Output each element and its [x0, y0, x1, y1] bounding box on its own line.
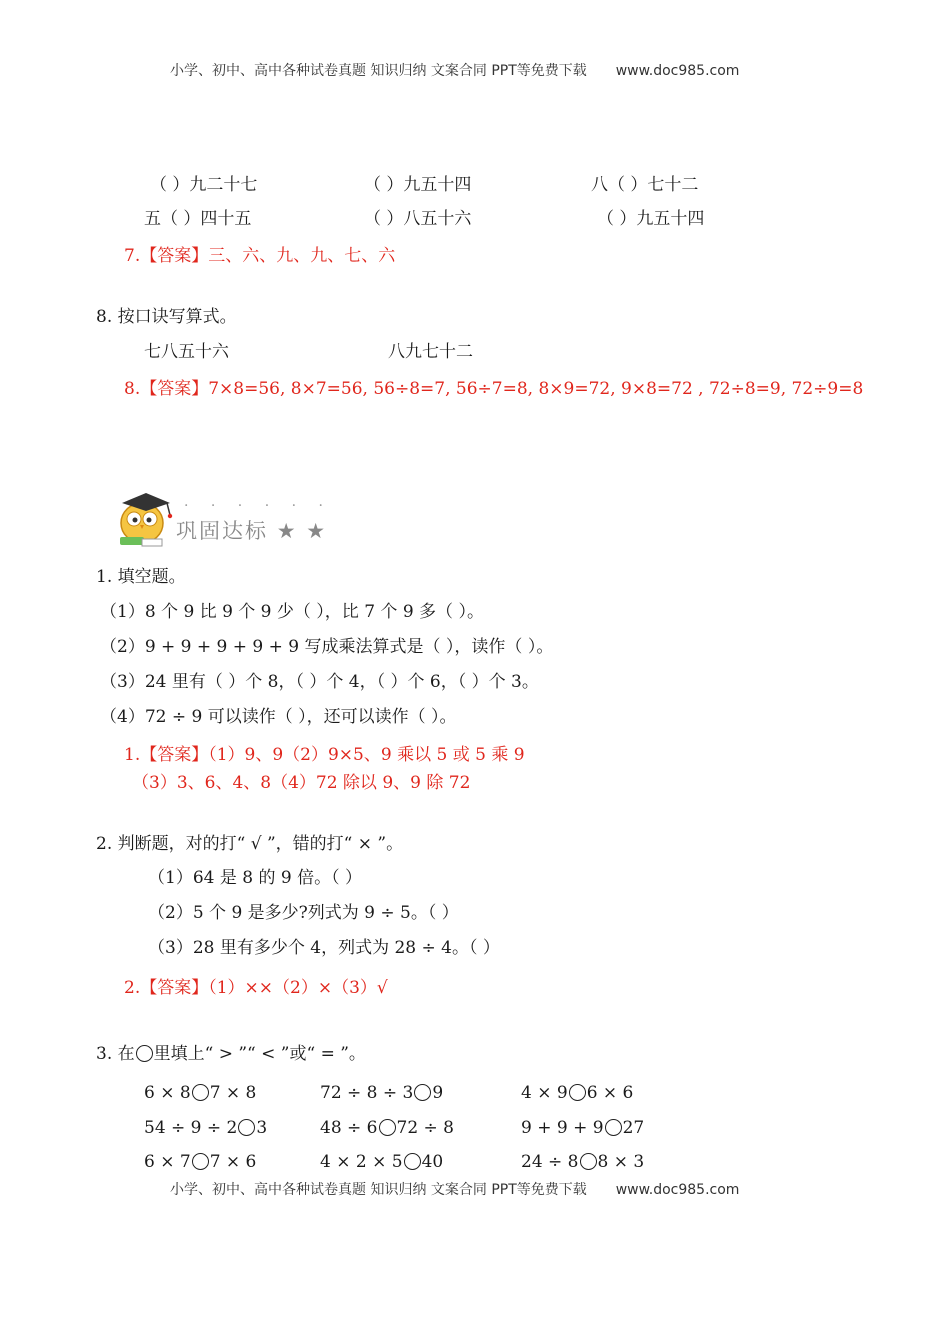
compare-circle-icon[interactable] — [192, 1084, 209, 1101]
q7-item: （ ）九五十四 — [597, 209, 705, 229]
section-dots: · · · · · · — [184, 498, 332, 514]
p3-title: 3. 在 里填上“ > ”“ < ”或“ = ”。 — [96, 1044, 366, 1064]
footer-text: 小学、初中、高中各种试卷真题 知识归纳 文案合同 PPT等免费下载 — [170, 1182, 587, 1198]
q7-item: 八（ ）七十二 — [591, 175, 699, 195]
compare-circle-icon[interactable] — [192, 1153, 209, 1170]
q7-item: （ ）八五十六 — [364, 209, 472, 229]
p2-item: （2）5 个 9 是多少?列式为 9 ÷ 5。（ ） — [148, 903, 459, 923]
star-icon: ★ ★ — [276, 519, 328, 543]
q7-item: 五（ ）四十五 — [144, 209, 252, 229]
footer-url[interactable]: www.doc985.com — [615, 1182, 740, 1198]
compare-circle-icon — [136, 1045, 153, 1062]
p1-item: （2）9 + 9 + 9 + 9 + 9 写成乘法算式是（ ），读作（ ）。 — [100, 637, 554, 657]
p2-item: （1）64 是 8 的 9 倍。（ ） — [148, 868, 363, 888]
compare-item: 72 ÷ 8 ÷ 3 9 — [320, 1083, 444, 1103]
p1-item: （4）72 ÷ 9 可以读作（ ），还可以读作（ ）。 — [100, 707, 457, 727]
p1-title: 1. 填空题。 — [96, 567, 186, 587]
footer-banner — [170, 1179, 739, 1199]
compare-item: 54 ÷ 9 ÷ 2 3 — [144, 1118, 268, 1138]
q8-item: 七八五十六 — [144, 342, 229, 362]
header-text: 小学、初中、高中各种试卷真题 知识归纳 文案合同 PPT等免费下载 — [170, 63, 587, 79]
compare-item: 24 ÷ 8 8 × 3 — [521, 1152, 645, 1172]
compare-circle-icon[interactable] — [605, 1119, 622, 1136]
compare-circle-icon[interactable] — [569, 1084, 586, 1101]
compare-item: 4 × 9 6 × 6 — [521, 1083, 634, 1103]
header-url[interactable]: www.doc985.com — [615, 63, 740, 79]
q7-item: （ ）九五十四 — [364, 175, 472, 195]
compare-item: 6 × 7 7 × 6 — [144, 1152, 257, 1172]
compare-circle-icon[interactable] — [580, 1153, 597, 1170]
compare-circle-icon[interactable] — [379, 1119, 396, 1136]
compare-item: 48 ÷ 6 72 ÷ 8 — [320, 1118, 454, 1138]
compare-item: 9 + 9 + 9 27 — [521, 1118, 645, 1138]
header-banner — [170, 60, 739, 80]
q8-answer: 8.【答案】7×8=56, 8×7=56, 56÷8=7, 56÷7=8, 8×9=72, 9×8=72 , 72÷8=9, 72÷9=8 — [124, 379, 864, 399]
p1-item: （3）24 里有（ ）个 8，（ ）个 4，（ ）个 6，（ ）个 3。 — [100, 672, 539, 692]
p1-item: （1）8 个 9 比 9 个 9 少（ ），比 7 个 9 多（ ）。 — [100, 602, 484, 622]
p2-item: （3）28 里有多少个 4，列式为 28 ÷ 4。（ ） — [148, 938, 500, 958]
compare-circle-icon[interactable] — [404, 1153, 421, 1170]
p1-answer: 1.【答案】（1）9、9（2）9×5、9 乘以 5 或 5 乘 9 — [124, 745, 525, 765]
section-title: 巩固达标 ★ ★ — [176, 519, 328, 543]
mascot-owl-icon — [112, 487, 182, 553]
q8-title: 8. 按口诀写算式。 — [96, 307, 237, 327]
p2-answer: 2.【答案】（1）××（2）×（3）√ — [124, 978, 388, 998]
compare-circle-icon[interactable] — [414, 1084, 431, 1101]
q7-item: （ ）九二十七 — [150, 175, 258, 195]
q8-item: 八九七十二 — [388, 342, 473, 362]
p2-title: 2. 判断题，对的打“ √ ”，错的打“ × ”。 — [96, 834, 404, 854]
q7-answer: 7.【答案】三、六、九、九、七、六 — [124, 246, 396, 266]
compare-item: 6 × 8 7 × 8 — [144, 1083, 257, 1103]
compare-circle-icon[interactable] — [238, 1119, 255, 1136]
compare-item: 4 × 2 × 5 40 — [320, 1152, 444, 1172]
p1-answer-cont: （3）3、6、4、8（4）72 除以 9、9 除 72 — [132, 773, 471, 793]
